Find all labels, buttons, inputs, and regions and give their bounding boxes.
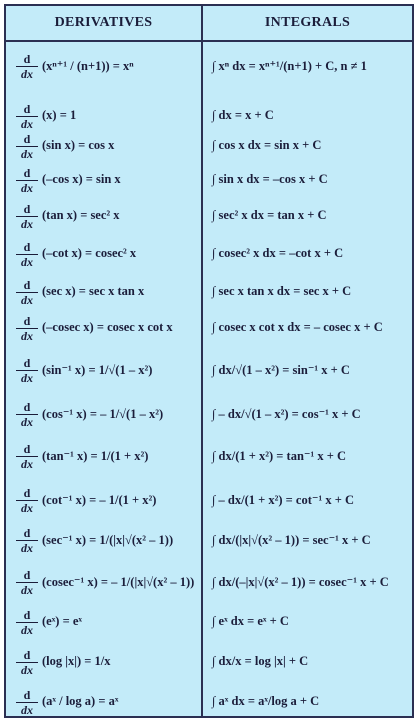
derivative-expression: (cos⁻¹ x) = – 1/√(1 – x²) [42, 407, 164, 421]
d-numerator: d [16, 486, 38, 501]
d-numerator: d [16, 568, 38, 583]
integral-expression: ∫ dx/(|x|√(x² – 1)) = sec⁻¹ x + C [212, 533, 371, 547]
d-dx-operator [16, 240, 38, 269]
d-dx-operator [16, 132, 38, 161]
integral-expression: ∫ dx/√(1 – x²) = sin⁻¹ x + C [212, 363, 350, 377]
dx-denominator: dx [21, 703, 33, 717]
integral-expression: ∫ cos x dx = sin x + C [212, 138, 322, 152]
d-numerator: d [16, 648, 38, 663]
d-dx-operator [16, 688, 38, 717]
derivative-expression: (log |x|) = 1/x [42, 654, 111, 668]
d-dx-operator [16, 526, 38, 555]
dx-denominator: dx [21, 181, 33, 195]
d-numerator: d [16, 608, 38, 623]
integral-expression: ∫ sec² x dx = tan x + C [212, 208, 327, 222]
derivative-expression: (xⁿ⁺¹ / (n+1)) = xⁿ [42, 59, 134, 73]
integral-expression: ∫ dx/x = log |x| + C [212, 654, 309, 668]
derivative-expression: (–cos x) = sin x [42, 172, 121, 186]
derivative-expression: (sec⁻¹ x) = 1/(|x|√(x² – 1)) [42, 533, 174, 547]
integral-expression: ∫ sin x dx = –cos x + C [212, 172, 328, 186]
integral-expression: ∫ aˣ dx = aˣ/log a + C [212, 694, 320, 708]
d-dx-operator [16, 202, 38, 231]
dx-denominator: dx [21, 371, 33, 385]
dx-denominator: dx [21, 217, 33, 231]
integral-expression: ∫ dx/(–|x|√(x² – 1)) = cosec⁻¹ x + C [212, 575, 389, 589]
d-numerator: d [16, 526, 38, 541]
dx-denominator: dx [21, 541, 33, 555]
integral-expression: ∫ sec x tan x dx = sec x + C [212, 284, 352, 298]
d-dx-operator [16, 568, 38, 597]
d-numerator: d [16, 278, 38, 293]
header-separator [6, 40, 412, 42]
dx-denominator: dx [21, 415, 33, 429]
d-dx-operator [16, 486, 38, 515]
column-divider [201, 6, 203, 716]
d-numerator: d [16, 400, 38, 415]
d-dx-operator [16, 400, 38, 429]
d-numerator: d [16, 240, 38, 255]
dx-denominator: dx [21, 583, 33, 597]
integral-expression: ∫ – dx/√(1 – x²) = cos⁻¹ x + C [212, 407, 361, 421]
d-dx-operator [16, 166, 38, 195]
dx-denominator: dx [21, 117, 33, 131]
derivative-expression: (tan x) = sec² x [42, 208, 120, 222]
integrals-header: INTEGRALS [264, 15, 351, 30]
d-numerator: d [16, 52, 38, 67]
d-dx-operator [16, 648, 38, 677]
d-numerator: d [16, 132, 38, 147]
derivative-expression: (cosec⁻¹ x) = – 1/(|x|√(x² – 1)) [42, 575, 195, 589]
d-dx-operator [16, 442, 38, 471]
derivative-expression: (aˣ / log a) = aˣ [42, 694, 119, 708]
dx-denominator: dx [21, 457, 33, 471]
dx-denominator: dx [21, 663, 33, 677]
integral-expression: ∫ cosec x cot x dx = – cosec x + C [212, 320, 383, 334]
integral-expression: ∫ dx = x + C [212, 108, 274, 122]
d-numerator: d [16, 202, 38, 217]
integral-expression: ∫ – dx/(1 + x²) = cot⁻¹ x + C [212, 493, 354, 507]
d-dx-operator [16, 52, 38, 81]
formula-table [4, 4, 414, 718]
dx-denominator: dx [21, 501, 33, 515]
d-numerator: d [16, 102, 38, 117]
derivative-expression: (–cosec x) = cosec x cot x [42, 320, 173, 334]
derivative-expression: (eˣ) = eˣ [42, 614, 82, 628]
d-numerator: d [16, 166, 38, 181]
derivative-expression: (sec x) = sec x tan x [42, 284, 145, 298]
derivative-expression: (sin x) = cos x [42, 138, 115, 152]
d-dx-operator [16, 608, 38, 637]
dx-denominator: dx [21, 255, 33, 269]
d-numerator: d [16, 314, 38, 329]
dx-denominator: dx [21, 147, 33, 161]
dx-denominator: dx [21, 329, 33, 343]
derivative-expression: (x) = 1 [42, 108, 77, 122]
derivative-expression: (sin⁻¹ x) = 1/√(1 – x²) [42, 363, 153, 377]
derivative-expression: (cot⁻¹ x) = – 1/(1 + x²) [42, 493, 157, 507]
integral-expression: ∫ xⁿ dx = xⁿ⁺¹/(n+1) + C, n ≠ 1 [212, 59, 367, 73]
d-numerator: d [16, 688, 38, 703]
derivatives-header: DERIVATIVES [54, 15, 153, 30]
integral-expression: ∫ cosec² x dx = –cot x + C [212, 246, 344, 260]
d-dx-operator [16, 356, 38, 385]
integral-expression: ∫ eˣ dx = eˣ + C [212, 614, 289, 628]
d-dx-operator [16, 314, 38, 343]
dx-denominator: dx [21, 623, 33, 637]
d-numerator: d [16, 442, 38, 457]
d-dx-operator [16, 102, 38, 131]
derivative-expression: (tan⁻¹ x) = 1/(1 + x²) [42, 449, 149, 463]
d-numerator: d [16, 356, 38, 371]
derivative-expression: (–cot x) = cosec² x [42, 246, 137, 260]
dx-denominator: dx [21, 293, 33, 307]
d-dx-operator [16, 278, 38, 307]
dx-denominator: dx [21, 67, 33, 81]
integral-expression: ∫ dx/(1 + x²) = tan⁻¹ x + C [212, 449, 347, 463]
